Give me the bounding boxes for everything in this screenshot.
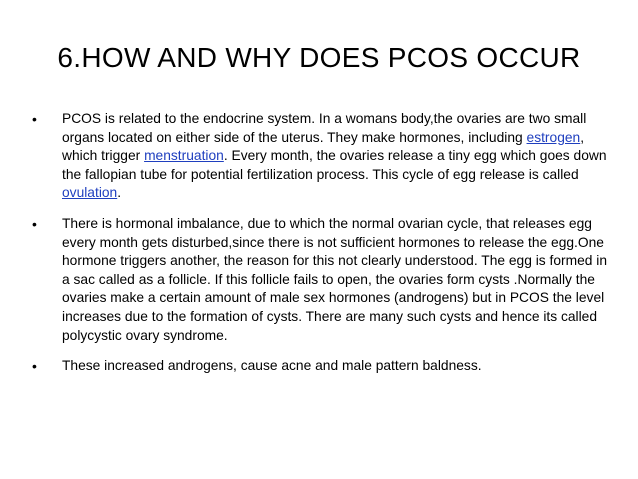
bullet-text: There is hormonal imbalance, due to which the normal ovarian cycle, that releases egg every month gets disturbed,since there is not sufficient hormones to release the egg.One hormone triggers another, the reason for this not clearly understood. The egg is formed in a sac called as a follicle. If this follicle fails to open, the ovaries form cysts .Normally the ovaries make a certain amount of male sex hormones (androgens) but in PCOS the level increases due to the formation of cysts. There are many such cysts and hence its called polycystic ovary syndrome. bbox=[62, 215, 608, 343]
slide-title: 6.HOW AND WHY DOES PCOS OCCUR bbox=[57, 42, 581, 73]
ovulation-link[interactable]: ovulation bbox=[62, 185, 118, 201]
bullet-text-part: PCOS is related to the endocrine system. In a womans body,the ovaries are two small organs located on either side of the uterus. They make hormones, including bbox=[62, 111, 587, 145]
bullet-text-part: , which trigger bbox=[62, 129, 585, 164]
bullet-dot: • bbox=[32, 215, 37, 232]
estrogen-link[interactable]: estrogen bbox=[526, 129, 581, 145]
bullet-dot: • bbox=[32, 111, 37, 127]
bullet-dot: • bbox=[32, 358, 37, 375]
bullet-text-part: . bbox=[117, 185, 122, 201]
bullet-item-hormonal-imbalance bbox=[32, 215, 612, 345]
bullet-text: These increased androgens, cause acne and male pattern baldness. bbox=[62, 358, 482, 374]
bullet-item-androgens bbox=[32, 357, 612, 376]
menstruation-link[interactable]: menstruation bbox=[144, 148, 224, 164]
bullet-text-part: . Every month, the ovaries release a tiny egg which goes down the fallopian tube for potential fertilization process. This cycle of egg release is called bbox=[62, 148, 607, 182]
bullet-item-endocrine bbox=[32, 110, 612, 203]
bullet-list bbox=[32, 110, 612, 376]
